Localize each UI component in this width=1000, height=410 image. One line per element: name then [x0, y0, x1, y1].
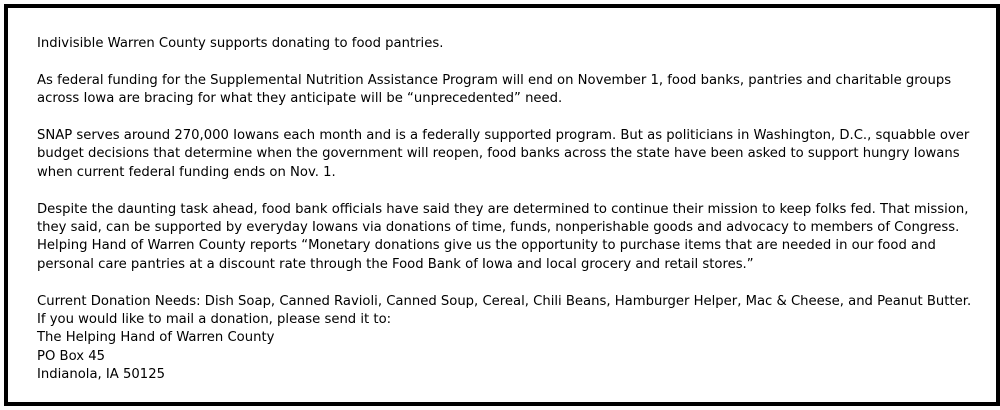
paragraph-mission: Despite the daunting task ahead, food bank officials have said they are determined to continue their mission to keep folks fed. That mission, they said, can be supported by everyday Iowans via donations of time, funds, nonperishable goods and advocacy to members of Congress. — [37, 201, 969, 236]
paragraph-gap — [37, 274, 987, 292]
mail-instructions: If you would like to mail a donation, please send it to: — [37, 312, 392, 328]
donation-needs: Current Donation Needs: Dish Soap, Canned Ravioli, Canned Soup, Cereal, Chili Beans, Hamburger Helper, Mac & Cheese, and Peanut Butter. — [37, 293, 972, 309]
address-line-1: The Helping Hand of Warren County — [37, 330, 275, 346]
paragraph-gap — [37, 109, 987, 127]
document-frame — [4, 4, 1000, 406]
paragraph-funding: As federal funding for the Supplemental Nutrition Assistance Program will end on November 1, food banks, pantries and charitable groups across Iowa are bracing for what they anticipate will be “unprecedented” need. — [37, 72, 952, 107]
paragraph-gap — [37, 53, 987, 71]
address-line-3: Indianola, IA 50125 — [37, 367, 165, 383]
document-body — [37, 35, 987, 385]
paragraph-snap: SNAP serves around 270,000 Iowans each month and is a federally supported program. But as politicians in Washington, D.C., squabble over budget decisions that determine when the government will reopen, food banks across the state have been asked to support hungry Iowans when current federal funding ends on Nov. 1. — [37, 128, 970, 180]
paragraph-helping-hand: Helping Hand of Warren County reports “Monetary donations give us the opportunity to purchase items that are needed in our food and personal care pantries at a discount rate through the Food Bank of Iowa and local grocery and retail stores.” — [37, 238, 936, 272]
paragraph-gap — [37, 182, 987, 200]
intro-line: Indivisible Warren County supports donating to food pantries. — [37, 36, 444, 51]
address-line-2: PO Box 45 — [37, 348, 106, 364]
